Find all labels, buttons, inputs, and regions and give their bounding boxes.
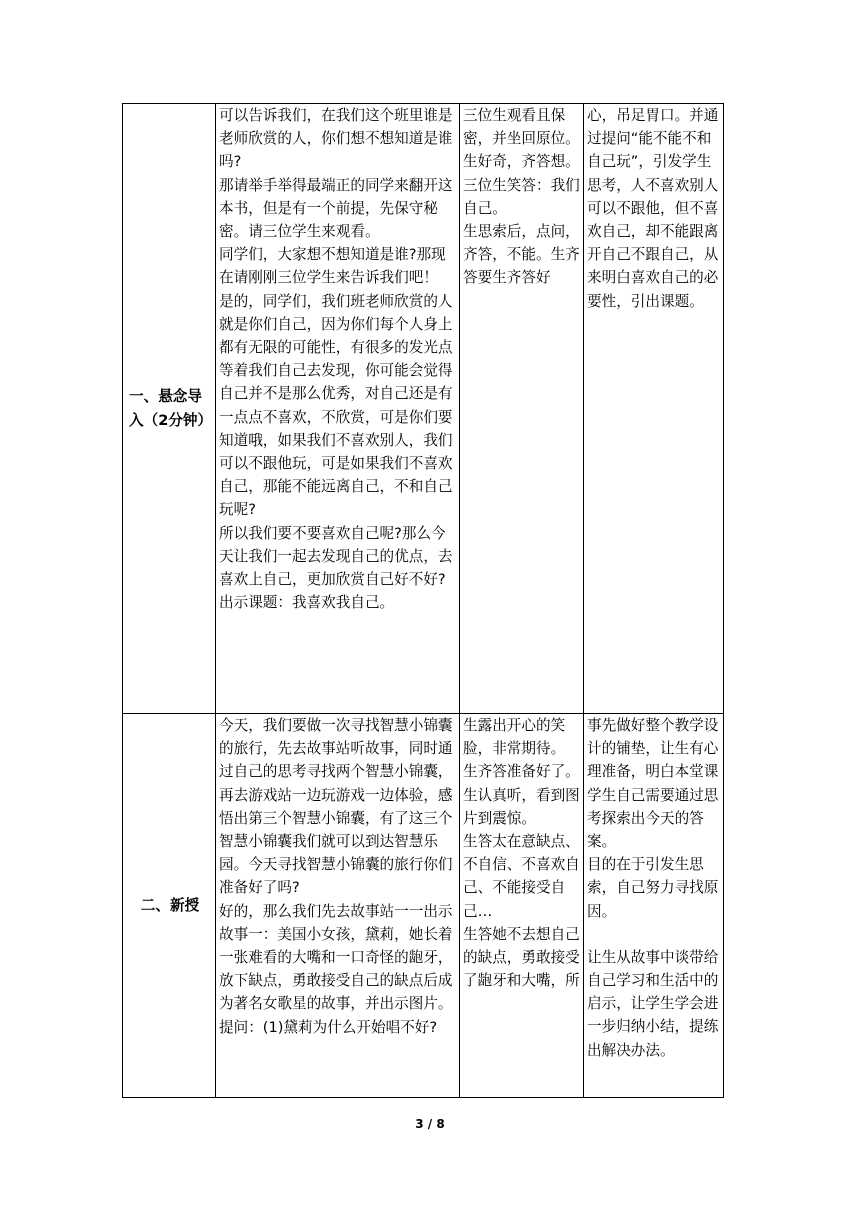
design-intent-cell <box>584 714 724 1098</box>
paragraph: 那请举手举得最端正的同学来翻开这本书，但是有一个前提，先保守秘密。请三位学生来观看。 <box>219 176 453 241</box>
table-row <box>123 714 724 1098</box>
stage-cell: 二、新授 <box>123 714 216 1098</box>
paragraph: 好的，那么我们先去故事站一一出示故事一：美国小女孩，黛莉，她长着一张难看的大嘴和一口奇怪的龅牙，放下缺点，勇敢接受自己的缺点后成为著名女歌星的故事，并出示图片。 <box>219 902 453 1013</box>
paragraph: 可以告诉我们，在我们这个班里谁是老师欣赏的人，你们想不想知道是谁吗? <box>219 107 453 171</box>
design-intent-cell <box>584 104 724 714</box>
paragraph: 生思索后，点问，齐答，不能。生齐答要生齐答好 <box>463 223 580 287</box>
teacher-activity-cell <box>216 714 460 1098</box>
paragraph: 出示课题：我喜欢我自己。 <box>219 594 395 612</box>
paragraph: 是的，同学们，我们班老师欣赏的人就是你们自己，因为你们每个人身上都有无限的可能性，有很多的发光点等着我们自己去发现，你可能会觉得自己并不是那么优秀，对自己还是有一点点不喜欢，不欣赏，可是你们要知道哦，如果我们不喜欢别人，我们可以不跟他玩，可是如果我们不喜欢自己，那能不能远离自己，不和自己玩呢? <box>219 292 453 519</box>
student-activity-cell <box>460 714 584 1098</box>
paragraph: 今天，我们要做一次寻找智慧小锦囊的旅行，先去故事站听故事，同时通过自己的思考寻找两个智慧小锦囊，再去游戏站一边玩游戏一边体验，感悟出第三个智慧小锦囊，有了这三个智慧小锦囊我们就可以到达智慧乐园。今天寻找智慧小锦囊的旅行你们准备好了吗? <box>219 717 453 897</box>
lesson-plan-table <box>122 103 724 1098</box>
teacher-activity-cell <box>216 104 460 714</box>
paragraph: 三位生笑答：我们自己。 <box>463 176 580 217</box>
page-number: 3 / 8 <box>415 1117 445 1131</box>
table-row <box>123 104 724 714</box>
student-activity-cell <box>460 104 584 714</box>
paragraph: 生齐答准备好了。 <box>463 763 580 781</box>
stage-cell: 一、悬念导入（2分钟） <box>123 104 216 714</box>
paragraph: 生答她不去想自己的缺点，勇敢接受了龅牙和大嘴，所 <box>463 925 580 990</box>
paragraph: 提问：(1)黛莉为什么开始唱不好? <box>219 1018 438 1036</box>
paragraph: 心，吊足胃口。并通过提问“能不能不和自己玩”，引发学生思考，人不喜欢别人可以不跟他，但不喜欢自己，却不能跟离开自己不跟自己，从来明白喜欢自己的必要性，引出课题。 <box>587 107 719 310</box>
paragraph: 三位生观看且保密，并坐回原位。 <box>463 107 580 148</box>
paragraph: 生好奇，齐答想。 <box>463 153 580 171</box>
paragraph: 目的在于引发生思索，自己努力寻找原因。 <box>587 856 719 920</box>
spacer <box>587 923 721 946</box>
paragraph: 所以我们要不要喜欢自己呢?那么今天让我们一起去发现自己的优点，去喜欢上自己，更加欣赏自己好不好? <box>219 524 453 589</box>
paragraph: 生答太在意缺点、不自信、不喜欢自己、不能接受自己… <box>463 833 580 920</box>
paragraph: 让生从故事中谈带给自己学习和生活中的启示，让学生学会进一步归纳小结，提练出解决办法。 <box>587 948 719 1059</box>
paragraph: 同学们，大家想不想知道是谁?那现在请刚刚三位学生来告诉我们吧！ <box>219 246 446 287</box>
paragraph: 生认真听，看到图片到震惊。 <box>463 786 580 827</box>
paragraph: 事先做好整个教学设计的铺垫，让生有心理准备，明白本堂课学生自己需要通过思考探索出今天的答案。 <box>587 717 719 851</box>
paragraph: 生露出开心的笑脸，非常期待。 <box>463 717 566 758</box>
